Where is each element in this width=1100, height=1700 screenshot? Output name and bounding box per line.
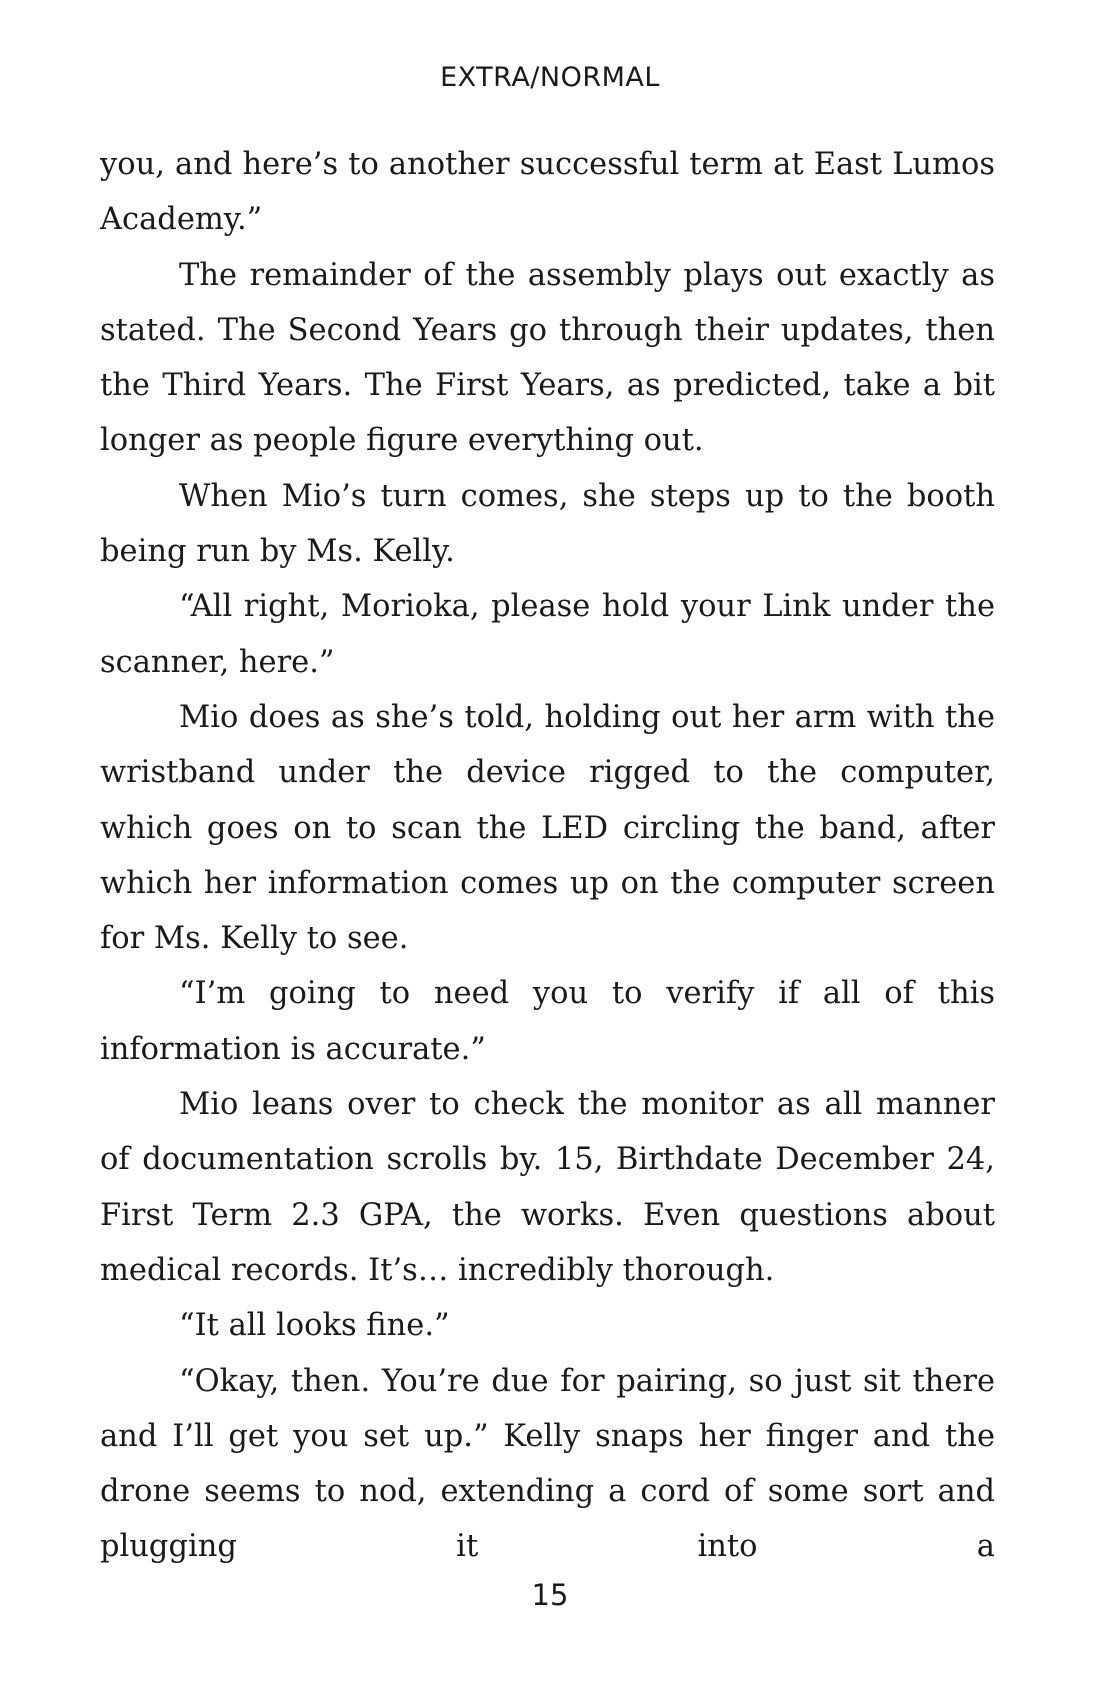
paragraph: you, and here’s to another successful term at East Lumos Academy.” (100, 147, 995, 238)
paragraph: When Mio’s turn comes, she steps up to the booth being run by Ms. Kelly. (100, 478, 995, 570)
paragraph: “I’m going to need you to verify if all of this information is accurate.” (100, 976, 995, 1067)
paragraph: The remainder of the assembly plays out exactly as stated. The Second Years go through their updates, then the Third Years. The First Years, as predicted, take a bit longer as people figure everything out. (100, 257, 995, 459)
paragraph: Mio leans over to check the monitor as all manner of documentation scrolls by. 15, Birthdate December 24, First Term 2.3 GPA, the works. Even questions about medical records. It’s… incredibly thorough. (100, 1087, 995, 1288)
paragraph: Mio does as she’s told, holding out her arm with the wristband under the device rigged to the computer, which goes on to scan the LED circling the band, after which her information comes up on the computer screen for Ms. Kelly to see. (100, 699, 995, 957)
running-header-title: EXTRA/NORMAL (440, 62, 660, 93)
paragraph: “Okay, then. You’re due for pairing, so just sit there and I’ll get you set up.” Kelly snaps her finger and the drone seems to nod, extending a cord of some sort and plugging it into a (100, 1363, 995, 1565)
paragraph: “It all looks fine.” (179, 1308, 450, 1344)
paragraph: “All right, Morioka, please hold your Link under the scanner, here.” (100, 589, 995, 680)
body-text (100, 137, 995, 1575)
page-number: 15 (531, 1578, 569, 1612)
